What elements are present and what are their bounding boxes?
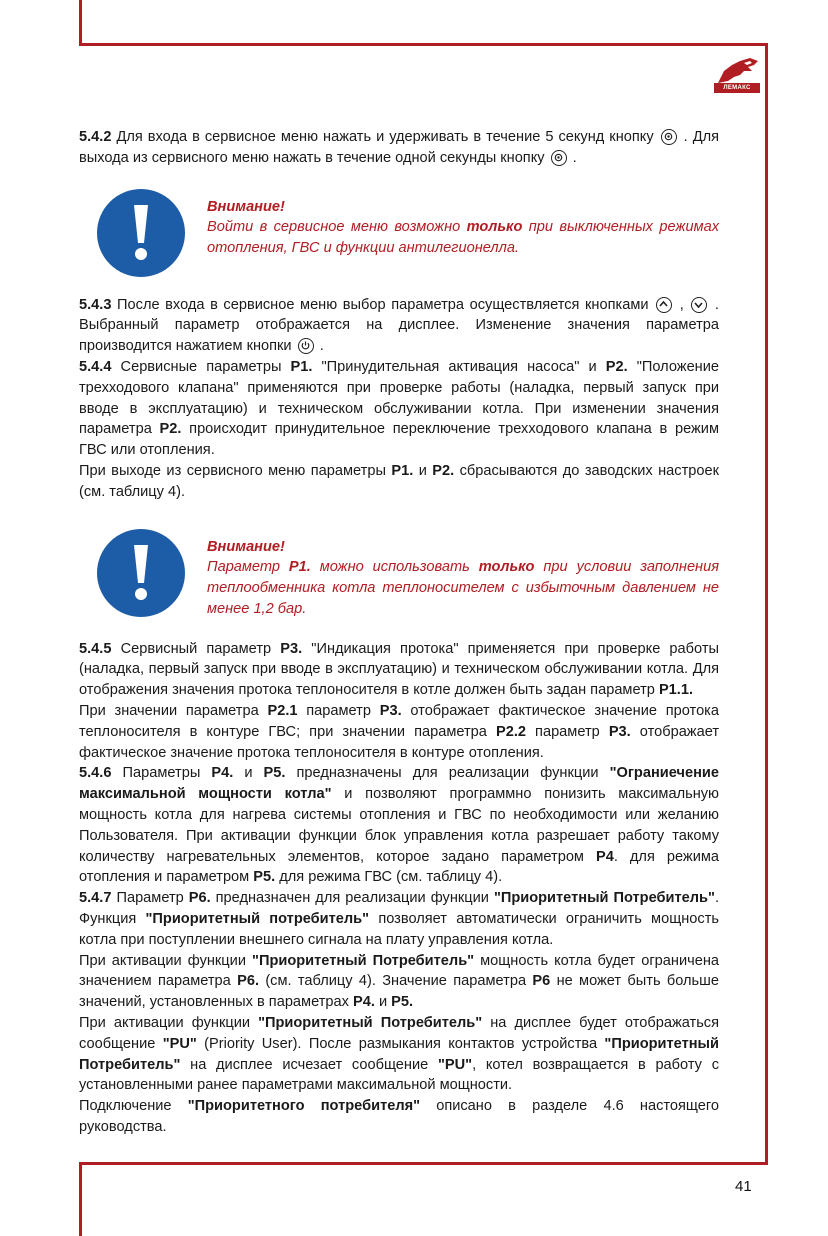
frame-right-vertical	[765, 43, 768, 1165]
warning-title: Внимание!	[207, 538, 285, 555]
main-content	[79, 127, 719, 1138]
section-number: 5.4.3	[79, 296, 112, 313]
horse-logo-icon	[714, 55, 760, 85]
section-5-4-3: 5.4.3 После входа в сервисное меню выбор параметра осуществляется кнопками , . Выбранный параметр отображается на дисплее. Изменение значения параметра производится нажатием кнопки .	[79, 296, 719, 355]
frame-top-vertical	[79, 0, 82, 46]
service-gear-button-icon	[551, 150, 567, 166]
section-5-4-6: 5.4.6 Параметры P4. и P5. предназначены для реализации функции "Ограниечение максимальной мощности котла" и позволяют программно понизить максимальную мощность котла для нагрева системы отопления и ГВС по необходимости или желанию Пользователя. При активации функции блок управления котла разрешает работу такому количеству нагревательных элементов, которое задано параметром P4. для режима отопления и параметром P5. для режима ГВС (см. таблицу 4).	[79, 765, 720, 886]
paragraph-priority-display: При активации функции "Приоритетный Потребитель" на дисплее будет отображаться сообщение "PU" (Priority User). После размыкания контактов устройства "Приоритетный Потребитель" на дисплее исчезает сообщение "PU", котел возвращается в работу с установленными ранее параметрами максимальной мощности.	[79, 1014, 719, 1094]
section-number: 5.4.6	[79, 765, 112, 782]
paragraph-connection-ref: Подключение "Приоритетного потребителя" описано в разделе 4.6 настоящего руководства.	[79, 1098, 720, 1135]
frame-top-horizontal	[79, 43, 768, 46]
arrow-up-button-icon	[656, 297, 672, 313]
logo-text: ЛЕМАКС	[714, 83, 760, 93]
exclamation-icon	[97, 189, 185, 277]
warning-box-2	[79, 529, 719, 639]
paragraph-priority-limit: При активации функции "Приоритетный Потребитель" мощность котла будет ограничена значением параметра P6. (см. таблицу 4). Значение параметра P6 не может быть больше значений, установленных в параметрах P4. и P5.	[79, 952, 720, 1011]
paragraph-flow-values: При значении параметра P2.1 параметр P3. отображает фактическое значение протока теплоносителя в контуре ГВС; при значении параметра P2.2 параметр P3. отображает фактическое значение протока теплоносителя в контуре отопления.	[79, 702, 720, 761]
frame-bottom-vertical	[79, 1162, 82, 1236]
section-5-4-2: 5.4.2 Для входа в сервисное меню нажать и удерживать в течение 5 секунд кнопку . Для выхода из сервисного меню нажать в течение одной секунды кнопку .	[79, 129, 719, 166]
warning-title: Внимание!	[207, 198, 285, 215]
brand-logo	[714, 55, 760, 95]
warning-text-2: Внимание! Параметр P1. можно использовать только при условии заполнения теплообменника котла теплоносителем с избыточным давлением не менее 1,2 бар.	[207, 538, 720, 617]
paragraph-reset-info: При выходе из сервисного меню параметры P1. и P2. сбрасываются до заводских настроек (см. таблицу 4).	[79, 462, 719, 500]
section-number: 5.4.4	[79, 358, 112, 375]
arrow-down-button-icon	[691, 297, 707, 313]
page-number: 41	[735, 1178, 752, 1195]
section-5-4-5: 5.4.5 Сервисный параметр P3. "Индикация протока" применяется при проверке работы (наладка, первый запуск при вводе в эксплуатацию) и техническом обслуживании котла. Для отображения значения протока теплоносителя в котле должен быть задан параметр P1.1.	[79, 640, 719, 699]
exclamation-icon	[97, 529, 185, 617]
section-number: 5.4.5	[79, 640, 112, 657]
section-5-4-7: 5.4.7 Параметр P6. предназначен для реализации функции "Приоритетный Потребитель". Функция "Приоритетный потребитель" позволяет автоматически ограничить мощность котла при поступлении внешнего сигнала на плату управления котла.	[79, 890, 719, 948]
warning-box-1	[79, 189, 719, 285]
power-button-icon	[298, 338, 314, 354]
section-5-4-4: 5.4.4 Сервисные параметры P1. "Принудительная активация насоса" и P2. "Положение трехходового клапана" применяются при проверке работы (наладка, первый запуск при вводе в эксплуатацию) и техническом обслуживании котла. При изменении значения параметра P2. происходит принудительное переключение трехходового клапана в режим ГВС или отопления.	[79, 358, 720, 459]
warning-text-1: Внимание! Войти в сервисное меню возможно только при выключенных режимах отопления, ГВС и функции антилегионелла.	[207, 198, 720, 257]
service-gear-button-icon	[661, 129, 677, 145]
section-number: 5.4.7	[79, 890, 112, 907]
frame-bottom-horizontal	[79, 1162, 768, 1165]
section-number: 5.4.2	[79, 129, 112, 145]
